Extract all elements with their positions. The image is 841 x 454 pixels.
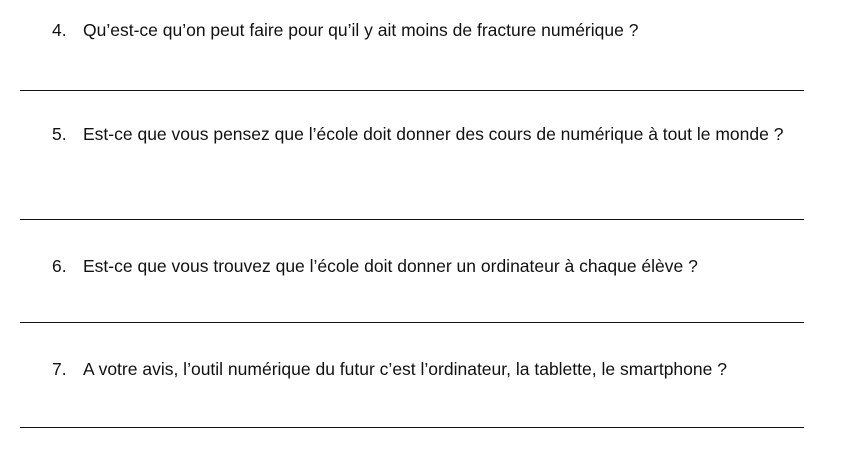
question-text: Qu’est-ce qu’on peut faire pour qu’il y ait moins de fracture numérique ? <box>83 20 639 40</box>
question-number: 5. <box>52 124 67 144</box>
question-5 <box>52 121 803 147</box>
question-text: Est-ce que vous trouvez que l’école doit donner un ordinateur à chaque élève ? <box>83 256 698 276</box>
question-text: Est-ce que vous pensez que l’école doit donner des cours de numérique à tout le monde ? <box>83 124 784 144</box>
question-number: 4. <box>52 20 67 40</box>
answer-line-5[interactable] <box>20 219 804 220</box>
question-text: A votre avis, l’outil numérique du futur c’est l’ordinateur, la tablette, le smartphone ? <box>83 359 727 379</box>
question-6 <box>52 253 803 279</box>
answer-line-7[interactable] <box>20 427 804 428</box>
answer-line-4[interactable] <box>20 90 804 91</box>
question-4 <box>52 17 803 43</box>
question-7 <box>52 356 803 382</box>
question-number: 6. <box>52 256 67 276</box>
answer-line-6[interactable] <box>20 322 804 323</box>
question-number: 7. <box>52 359 67 379</box>
